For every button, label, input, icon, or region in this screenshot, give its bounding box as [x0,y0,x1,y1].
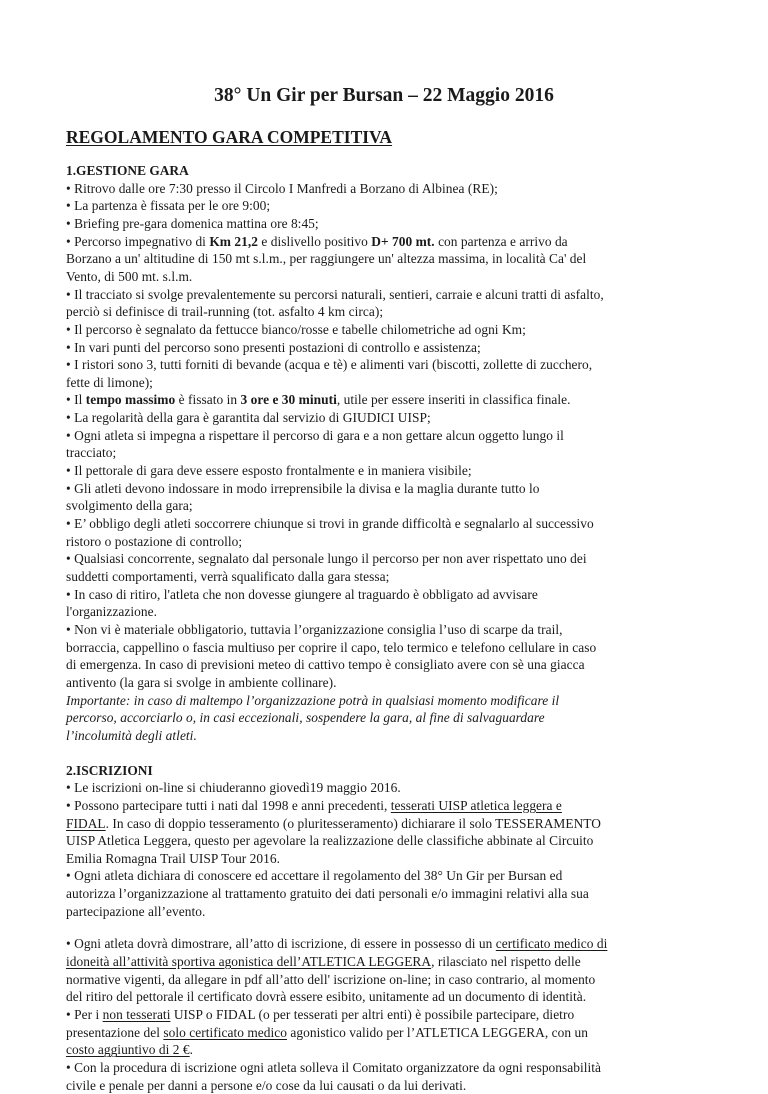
text-line [66,303,702,321]
text-line [66,1059,702,1077]
text-run: borraccia, cappellino o fascia multiuso per coprire il capo, telo termico e telefono cellulare in caso [66,639,597,655]
text-line [66,427,702,445]
underlined-text: tesserati UISP atletica leggera e [390,797,562,813]
text-run: • Ogni atleta dovrà dimostrare, all’atto di iscrizione, di essere in possesso di un [66,936,496,952]
text-run: • Non vi è materiale obbligatorio, tuttavia l’organizzazione consiglia l’uso di scarpe da trail, [66,622,563,637]
text-run: con partenza e arrivo da [434,233,568,249]
text-line [66,727,702,745]
text-line [66,233,702,251]
bold-text: D+ 700 mt. [371,233,435,249]
text-run: è fissato in [175,392,241,408]
text-run: • Il tracciato si svolge prevalentemente su percorsi naturali, sentieri, carraie e alcuni tratti di asfalto, [66,286,604,302]
text-line [66,692,702,710]
italic-text: Importante: in caso di maltempo l’organizzazione potrà in qualsiasi momento modificare il [66,692,560,708]
text-line [66,885,702,903]
text-run: • Gli atleti devono indossare in modo irreprensibile la divisa e la maglia durante tutto lo [66,480,540,496]
text-run: . [189,1042,194,1058]
text-line [66,480,702,498]
text-run: autorizza l’organizzazione al trattamento gratuito dei dati personali e/o immagini relativi alla sua [66,886,589,902]
text-run: • La regolarità della gara è garantita dal servizio di GIUDICI UISP; [66,410,431,426]
text-run: • In caso di ritiro, l'atleta che non dovesse giungere al traguardo è obbligato ad avvisare [66,586,538,602]
text-line [66,953,702,971]
text-line [66,709,702,727]
text-run: • Ogni atleta dichiara di conoscere ed accettare il regolamento del 38° Un Gir per Bursan ed [66,868,563,884]
text-run: di emergenza. In caso di previsioni meteo di cattivo tempo è consigliato avere con sè una giacca [66,657,585,673]
text-run: • I ristori sono 3, tutti forniti di bevande (acqua e tè) e alimenti vari (biscotti, zollette di zucchero, [66,357,593,373]
text-run: • Il [66,392,86,408]
text-run: UISP o FIDAL (o per tesserati per altri enti) è possibile partecipare, dietro [170,1007,575,1023]
text-line [66,971,702,989]
text-line [66,1077,702,1094]
text-line [66,497,702,515]
text-run: • Briefing pre-gara domenica mattina ore 8:45; [66,215,319,231]
text-run: • Possono partecipare tutti i nati dal 1998 e anni precedenti, [66,797,391,813]
document-title: 38° Un Gir per Bursan – 22 Maggio 2016 [214,85,554,106]
text-line [66,639,702,657]
underlined-text: FIDAL [66,815,106,831]
text-run: fette di limone); [66,374,153,390]
text-line [66,797,702,815]
text-run: l'organizzazione. [66,604,157,620]
regulation-subtitle: REGOLAMENTO GARA COMPETITIVA [66,127,393,147]
text-run: • Il pettorale di gara deve essere esposto frontalmente e in maniera visibile; [66,463,472,479]
underlined-text: solo certificato medico [163,1024,288,1040]
text-line [66,903,702,921]
text-line [66,603,702,621]
text-run: perciò si definisce di trail-running (tot. asfalto 4 km circa); [66,304,384,320]
paragraph-gap [66,920,702,935]
text-run: del ritiro del pettorale il certificato dovrà essere esibito, unitamente ad un documento di identità. [66,989,587,1005]
text-run: , rilasciato nel rispetto delle [431,954,581,970]
text-run: Vento, di 500 mt. s.l.m. [66,268,193,284]
text-run: agonistico valido per l’ATLETICA LEGGERA, con un [287,1024,588,1040]
text-line [66,250,702,268]
text-line [66,391,702,409]
bold-text: tempo massimo [85,392,176,408]
underlined-text: non tesserati [102,1007,171,1023]
text-run: UISP Atletica Leggera, questo per agevolare la realizzazione delle classifiche abbinate al Circuito [66,833,594,849]
text-run: • In vari punti del percorso sono presenti postazioni di controllo e assistenza; [66,339,481,355]
text-run: • Con la procedura di iscrizione ogni atleta solleva il Comitato organizzatore da ogni responsabilità [66,1060,602,1076]
text-line [66,462,702,480]
text-line [66,268,702,286]
text-run: suddetti comportamenti, verrà squalificato dalla gara stessa; [66,569,390,585]
text-line [66,867,702,885]
section-heading-gestione-gara: 1.GESTIONE GARA [66,163,189,178]
text-run: civile e penale per danni a persone e/o cose da lui causati o da lui derivati. [66,1077,467,1093]
text-run: tracciato; [66,445,117,461]
text-line [66,1041,702,1059]
text-line [66,1006,702,1024]
section-heading-iscrizioni: 2.ISCRIZIONI [66,762,153,778]
text-line [66,621,702,639]
text-run: • Il percorso è segnalato da fettucce bianco/rosse e tabelle chilometriche ad ogni Km; [66,321,526,337]
text-run: . In caso di doppio tesseramento (o pluritesseramento) dichiarare il solo TESSERAMENTO [105,815,601,831]
text-line [66,988,702,1006]
text-line [66,339,702,357]
text-run: normative vigenti, da allegare in pdf all’atto dell' iscrizione on-line; in caso contrario, al momento [66,971,596,987]
text-line [66,935,702,953]
text-run: svolgimento della gara; [66,498,193,514]
underlined-text: idoneità all’attività sportiva agonistica dell’ATLETICA LEGGERA [66,954,432,970]
text-run: • E’ obbligo degli atleti soccorrere chiunque si trovi in grande difficoltà e segnalarlo al successivo [66,516,594,532]
text-line [66,550,702,568]
text-line [66,779,702,797]
section-body-gestione-gara [66,180,702,745]
text-run: partecipazione all’evento. [66,903,206,919]
text-line [66,180,702,198]
text-line [66,321,702,339]
text-run: • Per i [66,1007,103,1023]
text-run: • Le iscrizioni on-line si chiuderanno giovedì19 maggio 2016. [66,780,401,796]
text-line [66,515,702,533]
text-run: antivento (la gara si svolge in ambiente collinare). [66,674,337,690]
text-line [66,815,702,833]
text-run: • Ogni atleta si impegna a rispettare il percorso di gara e a non gettare alcun oggetto lungo il [66,427,564,443]
section-body-iscrizioni [66,779,702,1094]
text-line [66,215,702,233]
italic-text: percorso, accorciarlo o, in casi eccezionali, sospendere la gara, al fine di salvaguardare [66,710,545,726]
underlined-text: certificato medico di [495,936,608,952]
text-run: • Ritrovo dalle ore 7:30 presso il Circolo I Manfredi a Borzano di Albinea (RE); [66,180,498,196]
text-line [66,656,702,674]
text-run: Emilia Romagna Trail UISP Tour 2016. [66,850,281,866]
text-run: presentazione del [66,1024,164,1040]
text-run: , utile per essere inseriti in classifica finale. [336,392,571,408]
text-line [66,409,702,427]
italic-text: l’incolumità degli atleti. [66,727,197,743]
text-line [66,444,702,462]
text-line [66,1024,702,1042]
text-line [66,197,702,215]
text-run: • Qualsiasi concorrente, segnalato dal personale lungo il percorso per non aver rispettato uno dei [66,551,587,567]
text-line [66,850,702,868]
text-line [66,533,702,551]
bold-text: Km 21,2 [209,233,258,249]
text-run: e dislivello positivo [257,233,372,249]
text-line [66,832,702,850]
text-run: Borzano a un' altitudine di 150 mt s.l.m., per raggiungere un' altezza massima, in località Ca' del [66,251,587,267]
text-line [66,356,702,374]
underlined-text: costo aggiuntivo di 2 € [66,1042,190,1058]
text-run: ristoro o postazione di controllo; [66,533,243,549]
text-line [66,586,702,604]
bold-text: 3 ore e 30 minuti [240,392,337,408]
text-run: • Percorso impegnativo di [66,233,210,249]
text-line [66,286,702,304]
text-run: • La partenza è fissata per le ore 9:00; [66,198,271,214]
text-line [66,374,702,392]
text-line [66,568,702,586]
text-line [66,674,702,692]
